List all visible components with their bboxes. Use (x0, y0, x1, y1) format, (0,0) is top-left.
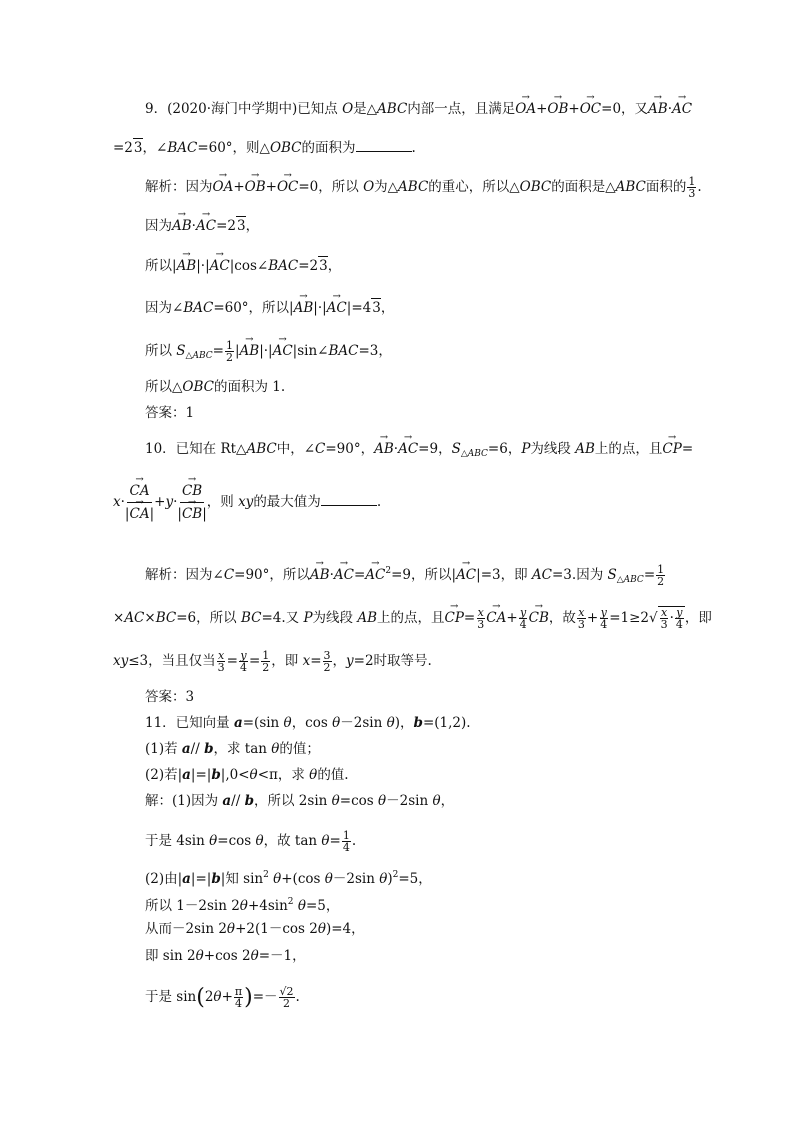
q10-line3: 解析：因为∠C=90°，所以→ $AB\cdot\to AC=\to AC^2=9$，所以|→ AC|=3，即 AC=3.因为 $S_{\triangle ABC}=$ $\frac{1}{2}$ (145, 562, 666, 589)
q11-line10: 于是 sin(2θ+ $\frac{\pi}{4}$ )=－ $\frac{√2}{2}$ . (145, 985, 300, 1010)
q11-line7: 所以 1－2sin $2\theta+4\sin^2$ θ=5， (145, 897, 340, 914)
q9-line8: 所以△OBC的面积为 1. (145, 379, 286, 395)
q10-line4: ×AC×BC=6，所以 BC=4.又 P为线段 AB上的点，且→ CP= $\frac{x}{3}$ → CA+ $\frac{y}{4}$ → CB，故 $\frac{x}{3}$ + $\frac{y}{4}$ =1≥2√ $\frac{x}{3}$ · $\frac{y}{4}$ ，即 (113, 606, 712, 630)
q11-line2: (1)若 a// b，求 tan θ的值； (145, 741, 320, 757)
q11-line4: 解：(1)因为 a// b，所以 2sin θ=cos θ－2sin θ， (145, 793, 455, 809)
q11-line8: 从而－2sin 2θ+2(1－cos 2θ)=4， (145, 921, 365, 937)
q11-line9: 即 sin 2θ+cos 2θ=－1， (145, 948, 306, 964)
q10-line2: x· → $\frac{CA}{|\to CA|}$ +y· → $\frac{CB}{|\to CB|}$ ，则 xy的最大值为 . (113, 482, 381, 523)
q9-line5: 所以|→ AB|·|→ AC|cos∠BAC=23， (145, 256, 341, 275)
q10-answer: 答案：3 (145, 689, 195, 705)
q9-answer: 答案：1 (145, 405, 195, 421)
q9-line4: 因为→ AB·→ AC=23， (145, 216, 259, 235)
q9-line1: 9．(2020·海门中学期中)已知点 O是△ABC内部一点，且满足→ OA+→ OB+→ OC=0，又→ AB·→ AC (145, 100, 692, 118)
q10-line1: 10．已知在 Rt△ABC中，∠C=90°，→ AB·→ AC=9，$S_{\triangle ABC}=6$，P为线段 AB上的点，且→ CP= (145, 440, 693, 463)
q9-line6: 因为∠BAC=60°，所以|→ AB|·|→ AC|=43， (145, 298, 394, 317)
q11-line1: 11．已知向量 a=(sin θ，cos θ－2sin θ)，b=(1,2). (145, 715, 471, 731)
q9-line7: 所以 $S_{\triangle ABC}=$ $\frac{1}{2}$ |→ AB|·|→ AC|sin∠BAC=3， (145, 340, 392, 365)
q9-line3: 解析：因为→ OA+→ OB+→ OC=0，所以 O为△ABC的重心，所以△OBC的面积是△ABC面积的 $\frac{1}{3}$ . (145, 176, 702, 199)
answer-blank[interactable] (321, 493, 377, 506)
q9-line2: =23，∠BAC=60°，则△OBC的面积为 . (113, 140, 416, 156)
q11-line5: 于是 4sin θ=cos θ，故 tan θ= $\frac{1}{4}$ . (145, 829, 357, 854)
q10-line5: xy≤3，当且仅当 $\frac{x}{3}$ = $\frac{y}{4}$ = $\frac{1}{2}$ ，即 x= $\frac{3}{2}$ ，y=2时取等号. (113, 649, 432, 674)
answer-blank[interactable] (356, 139, 412, 152)
q11-line3: (2)若|a|=|b|,0<θ<π，求 θ的值. (145, 767, 349, 783)
q11-line6: (2)由|a|=|b|知 $\sin^2 \theta+(\cos$ θ－2sin θ)$^2$=5， (145, 870, 432, 887)
